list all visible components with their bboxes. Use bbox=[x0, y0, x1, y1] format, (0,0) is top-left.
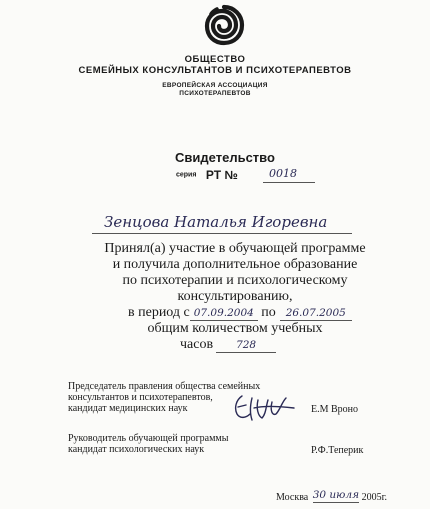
spiral-logo-icon bbox=[203, 4, 245, 46]
chair-title-line3: кандидат медицинских наук bbox=[68, 403, 188, 414]
series-number: 0018 bbox=[269, 167, 297, 180]
body-line2: и получила дополнительное образование bbox=[112, 257, 358, 272]
date-handwritten: 30 июля bbox=[312, 489, 360, 501]
period-mid: по bbox=[261, 305, 276, 320]
city: Москва bbox=[276, 492, 309, 503]
recipient-name-field bbox=[92, 213, 352, 234]
period-row bbox=[128, 305, 352, 321]
year: 2005г. bbox=[361, 492, 388, 503]
hours-label: часов bbox=[180, 337, 214, 352]
assoc-line1: ЕВРОПЕЙСКАЯ АССОЦИАЦИЯ bbox=[162, 82, 268, 89]
assoc-line2: ПСИХОТЕРАПЕВТОВ bbox=[179, 90, 251, 97]
hours-value: 728 bbox=[236, 339, 257, 351]
program-title-line2: кандидат психологических наук bbox=[68, 444, 205, 455]
program-title-line1: Руководитель обучающей программы bbox=[68, 433, 229, 444]
chair-title-line1: Председатель правления общества семейных bbox=[68, 381, 261, 392]
chair-title-line2: консультантов и психотерапевтов, bbox=[68, 392, 213, 403]
date-field bbox=[313, 489, 359, 503]
certificate-title: Свидетельство bbox=[175, 150, 275, 165]
recipient-name: Зенцова Наталья Игоревна bbox=[104, 213, 328, 231]
body-line3: по психотерапии и психологическому bbox=[122, 273, 348, 288]
hours-row bbox=[180, 337, 276, 353]
place-date bbox=[276, 489, 387, 503]
org-line2: СЕМЕЙНЫХ КОНСУЛЬТАНТОВ И ПСИХОТЕРАПЕВТОВ bbox=[78, 65, 352, 76]
body-line4: консультированию, bbox=[177, 289, 293, 304]
handwritten-signature bbox=[228, 392, 300, 424]
hours-field bbox=[216, 337, 276, 353]
program-name: Р.Ф.Теперик bbox=[311, 445, 364, 456]
series-code: РТ № bbox=[205, 167, 238, 182]
chair-name: Е.М Вроно bbox=[311, 404, 359, 415]
date-from: 07.09.2004 bbox=[193, 307, 254, 319]
org-line1: ОБЩЕСТВО bbox=[184, 54, 246, 65]
date-to-field bbox=[280, 305, 352, 321]
body-line1: Принял(а) участие в обучающей программе bbox=[104, 241, 366, 256]
date-from-field bbox=[190, 305, 258, 321]
hours-title: общим количеством учебных bbox=[147, 321, 323, 336]
series-label: серия bbox=[176, 171, 197, 179]
series-number-field bbox=[263, 166, 315, 183]
period-prefix: в период с bbox=[128, 305, 190, 320]
date-to: 26.07.2005 bbox=[285, 307, 346, 319]
series-row bbox=[176, 166, 297, 184]
